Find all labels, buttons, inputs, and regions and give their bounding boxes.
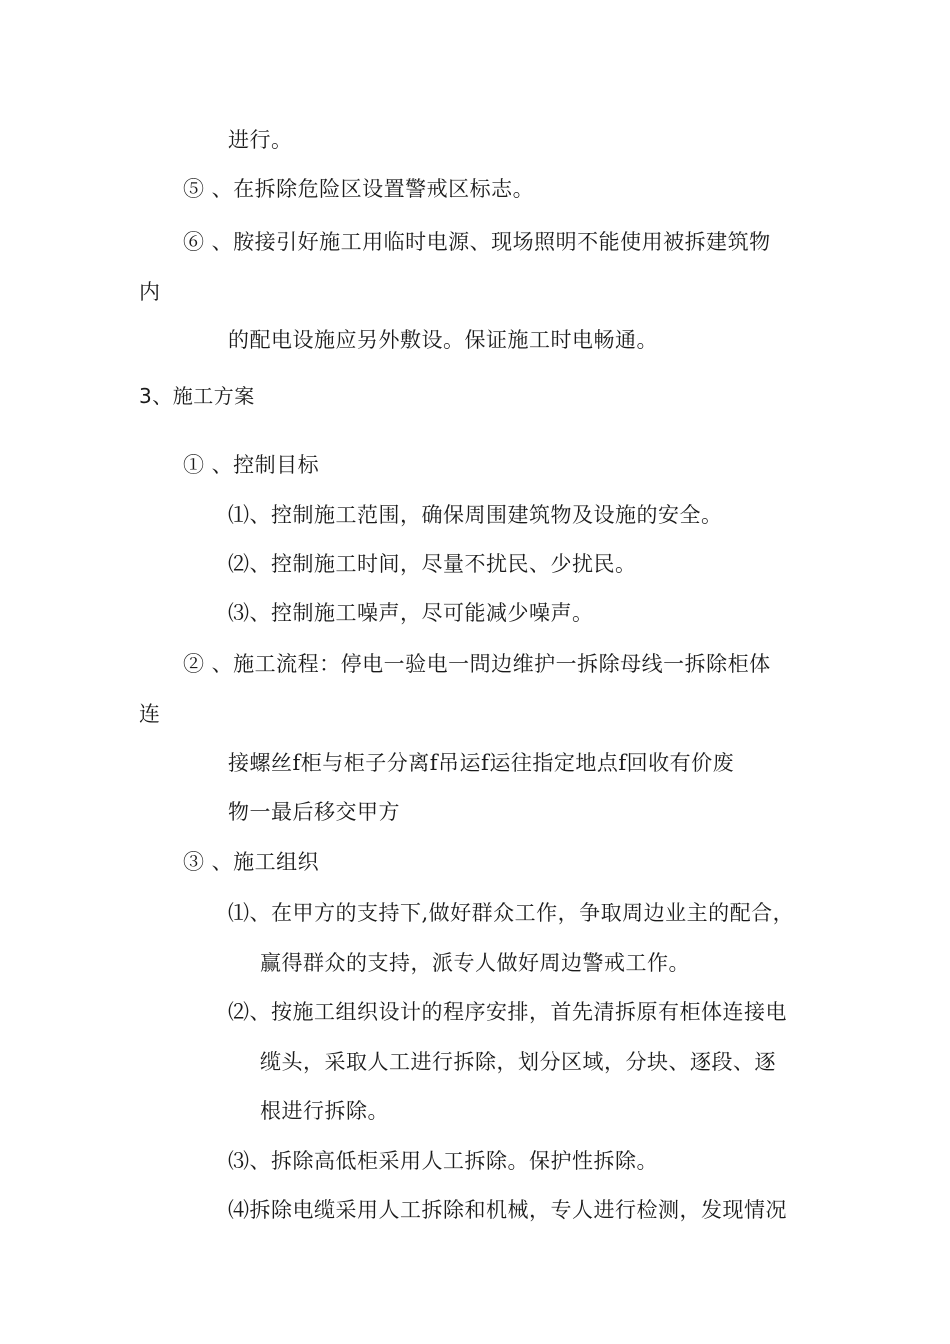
list-item-6: ⑥ 、胺接引好施工用临时电源、现场照明不能使用被拆建筑物 — [183, 230, 771, 254]
sub-item: ⑵、按施工组织设计的程序安排，首先清拆原有柜体连接电 — [228, 1000, 787, 1024]
list-item-1: ① 、控制目标 — [183, 453, 320, 477]
text-line: 根进行拆除。 — [260, 1099, 389, 1123]
sub-item: ⑶、拆除高低柜采用人工拆除。保护性拆除。 — [228, 1149, 658, 1173]
text-line: 进行。 — [228, 128, 293, 152]
list-item-2: ② 、施工流程：停电一验电一問边维护一拆除母线一拆除柜体 — [183, 652, 771, 676]
text-line: 连 — [139, 702, 161, 726]
text-line: 赢得群众的支持，派专人做好周边警戒工作。 — [260, 951, 690, 975]
text-line: 接螺丝f柜与柜子分离f吊运f运往指定地点f回收有价废 — [228, 751, 735, 775]
sub-item: ⑵、控制施工时间，尽量不扰民、少扰民。 — [228, 552, 637, 576]
sub-item: ⑶、控制施工噪声，尽可能减少噪声。 — [228, 601, 594, 625]
sub-item: ⑴、在甲方的支持下,做好群众工作，争取周边业主的配合， — [228, 901, 795, 925]
list-item-5: ⑤ 、在拆除危险区设置警戒区标志。 — [183, 177, 535, 201]
text-line: 的配电设施应另外敷设。保证施工时电畅通。 — [228, 328, 658, 352]
section-heading: 3、施工方案 — [139, 384, 255, 408]
list-item-3: ③ 、施工组织 — [183, 850, 320, 874]
sub-item: ⑴、控制施工范围，确保周围建筑物及设施的安全。 — [228, 503, 723, 527]
text-line: 缆头，采取人工进行拆除，划分区域，分块、逐段、逐 — [260, 1050, 776, 1074]
text-line: 内 — [139, 280, 161, 304]
sub-item: ⑷拆除电缆采用人工拆除和机械，专人进行检测，发现情况 — [228, 1198, 787, 1222]
text-line: 物一最后移交甲方 — [228, 800, 400, 824]
